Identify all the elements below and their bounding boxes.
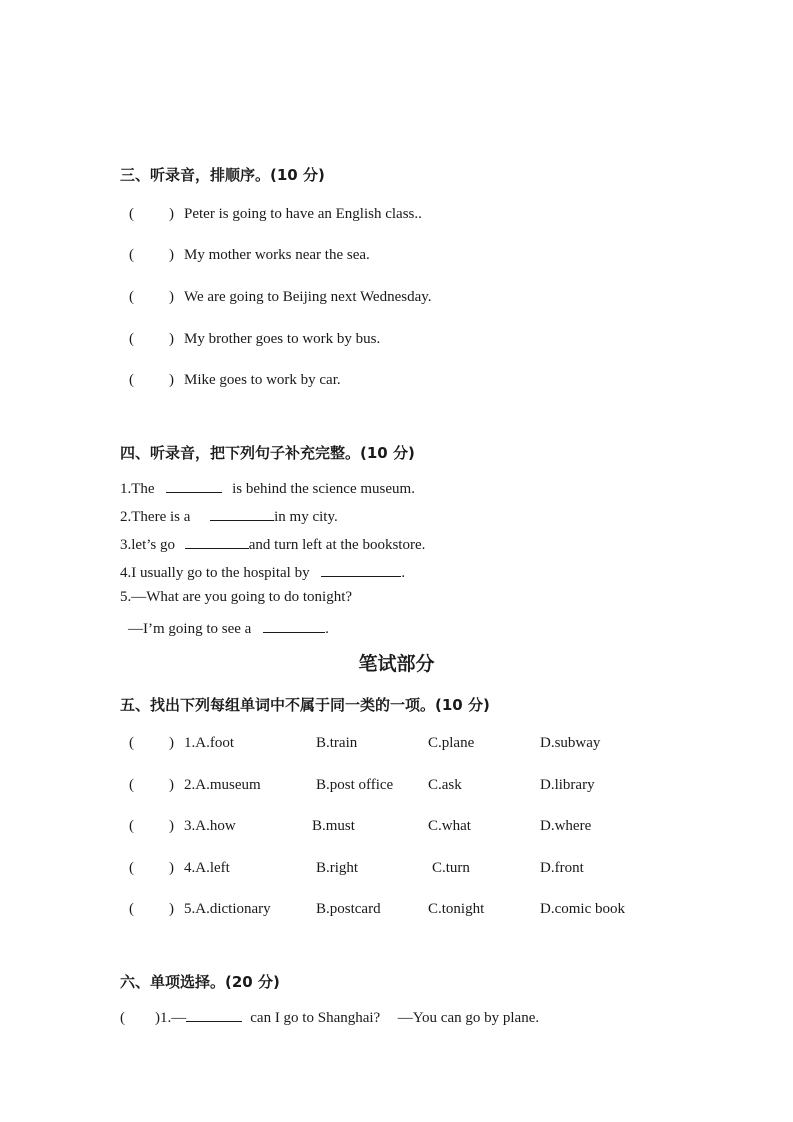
list-item — [129, 206, 134, 223]
option-b: B.right — [316, 860, 359, 876]
option-d: D.front — [540, 860, 584, 876]
fill-sentence-3 — [120, 533, 425, 554]
answer-paren-open: ( — [129, 372, 134, 388]
option-b: B.must — [312, 818, 355, 834]
sentence-end: is behind the science museum. — [232, 481, 415, 497]
section-6-heading: 六、单项选择。(20 分) — [120, 973, 280, 991]
sentence-start: 4.I usually go to the hospital by — [120, 565, 310, 581]
option-b: B.postcard — [316, 901, 381, 917]
sentence-text: We are going to Beijing next Wednesday. — [184, 289, 432, 305]
answer-paren-open: ( — [129, 247, 134, 263]
question-text: can I go to Shanghai? — [250, 1010, 381, 1026]
answer-paren-close: ) — [169, 289, 174, 305]
answer-paren-open: ( — [129, 206, 134, 222]
option-b: B.train — [316, 735, 358, 751]
answer-blank[interactable] — [166, 477, 222, 493]
answer-blank[interactable] — [185, 533, 249, 549]
sentence-start: 2.There is a — [120, 509, 191, 525]
sentence-end: . — [401, 565, 406, 581]
sentence-text: Peter is going to have an English class.. — [184, 206, 422, 222]
fill-sentence-1 — [120, 477, 415, 498]
option-c: C.what — [428, 818, 471, 834]
answer-paren-open: ( — [129, 818, 134, 834]
section-3-heading: 三、听录音，排顺序。(10 分) — [120, 166, 325, 184]
fill-sentence-5-question: 5.—What are you going to do tonight? — [120, 589, 353, 605]
option-d: D.subway — [540, 735, 601, 751]
sentence-end: . — [325, 621, 329, 637]
sentence-end: in my city. — [274, 509, 338, 525]
answer-paren-open: ( — [129, 901, 134, 917]
sentence-start: —I’m going to see a — [128, 621, 252, 637]
section-5-heading: 五、找出下列每组单词中不属于同一类的一项。(10 分) — [120, 696, 490, 714]
answer-paren-close: ) — [169, 372, 174, 388]
option-a: 1.A.foot — [184, 735, 234, 751]
answer-paren-open: ( — [129, 289, 134, 305]
answer-paren-close: ) — [169, 860, 174, 876]
option-c: C.tonight — [428, 901, 485, 917]
answer-paren-open: ( — [129, 777, 134, 793]
option-d: D.comic book — [540, 901, 625, 917]
option-c: C.plane — [428, 735, 475, 751]
sentence-text: My mother works near the sea. — [184, 247, 370, 263]
option-a: 4.A.left — [184, 860, 230, 876]
sentence-start: 3.let’s go — [120, 537, 175, 553]
sentence-start: 1.The — [120, 481, 155, 497]
answer-paren-close: ) — [169, 331, 174, 347]
question-number: 1.— — [160, 1010, 187, 1026]
option-d: D.where — [540, 818, 592, 834]
choice-question-1 — [120, 1006, 539, 1027]
fill-sentence-2 — [120, 505, 338, 526]
sentence-text: My brother goes to work by bus. — [184, 331, 381, 347]
sentence-end: and turn left at the bookstore. — [248, 537, 426, 553]
answer-paren-close: ) — [169, 777, 174, 793]
fill-sentence-5-answer — [128, 617, 329, 638]
option-a: 2.A.museum — [184, 777, 261, 793]
answer-paren-close: ) — [169, 247, 174, 263]
answer-text: —You can go by plane. — [397, 1010, 540, 1026]
option-a: 3.A.how — [184, 818, 236, 834]
answer-blank[interactable] — [321, 561, 401, 577]
fill-sentence-4 — [120, 561, 405, 582]
answer-paren-close: ) — [169, 206, 174, 222]
answer-paren: ( ) — [120, 1010, 160, 1026]
answer-paren-close: ) — [169, 735, 174, 751]
written-part-title: 笔试部分 — [358, 653, 435, 675]
option-b: B.post office — [316, 777, 394, 793]
answer-blank[interactable] — [210, 505, 274, 521]
answer-paren-close: ) — [169, 818, 174, 834]
answer-blank[interactable] — [263, 617, 325, 633]
section-4-heading: 四、听录音，把下列句子补充完整。(10 分) — [120, 444, 415, 462]
option-c: C.ask — [428, 777, 462, 793]
answer-paren-open: ( — [129, 860, 134, 876]
answer-paren-close: ) — [169, 901, 174, 917]
option-c: C.turn — [432, 860, 470, 876]
sentence-text: Mike goes to work by car. — [184, 372, 341, 388]
option-d: D.library — [540, 777, 595, 793]
answer-paren-open: ( — [129, 735, 134, 751]
answer-blank[interactable] — [186, 1006, 242, 1022]
option-a: 5.A.dictionary — [184, 901, 271, 917]
answer-paren-open: ( — [129, 331, 134, 347]
